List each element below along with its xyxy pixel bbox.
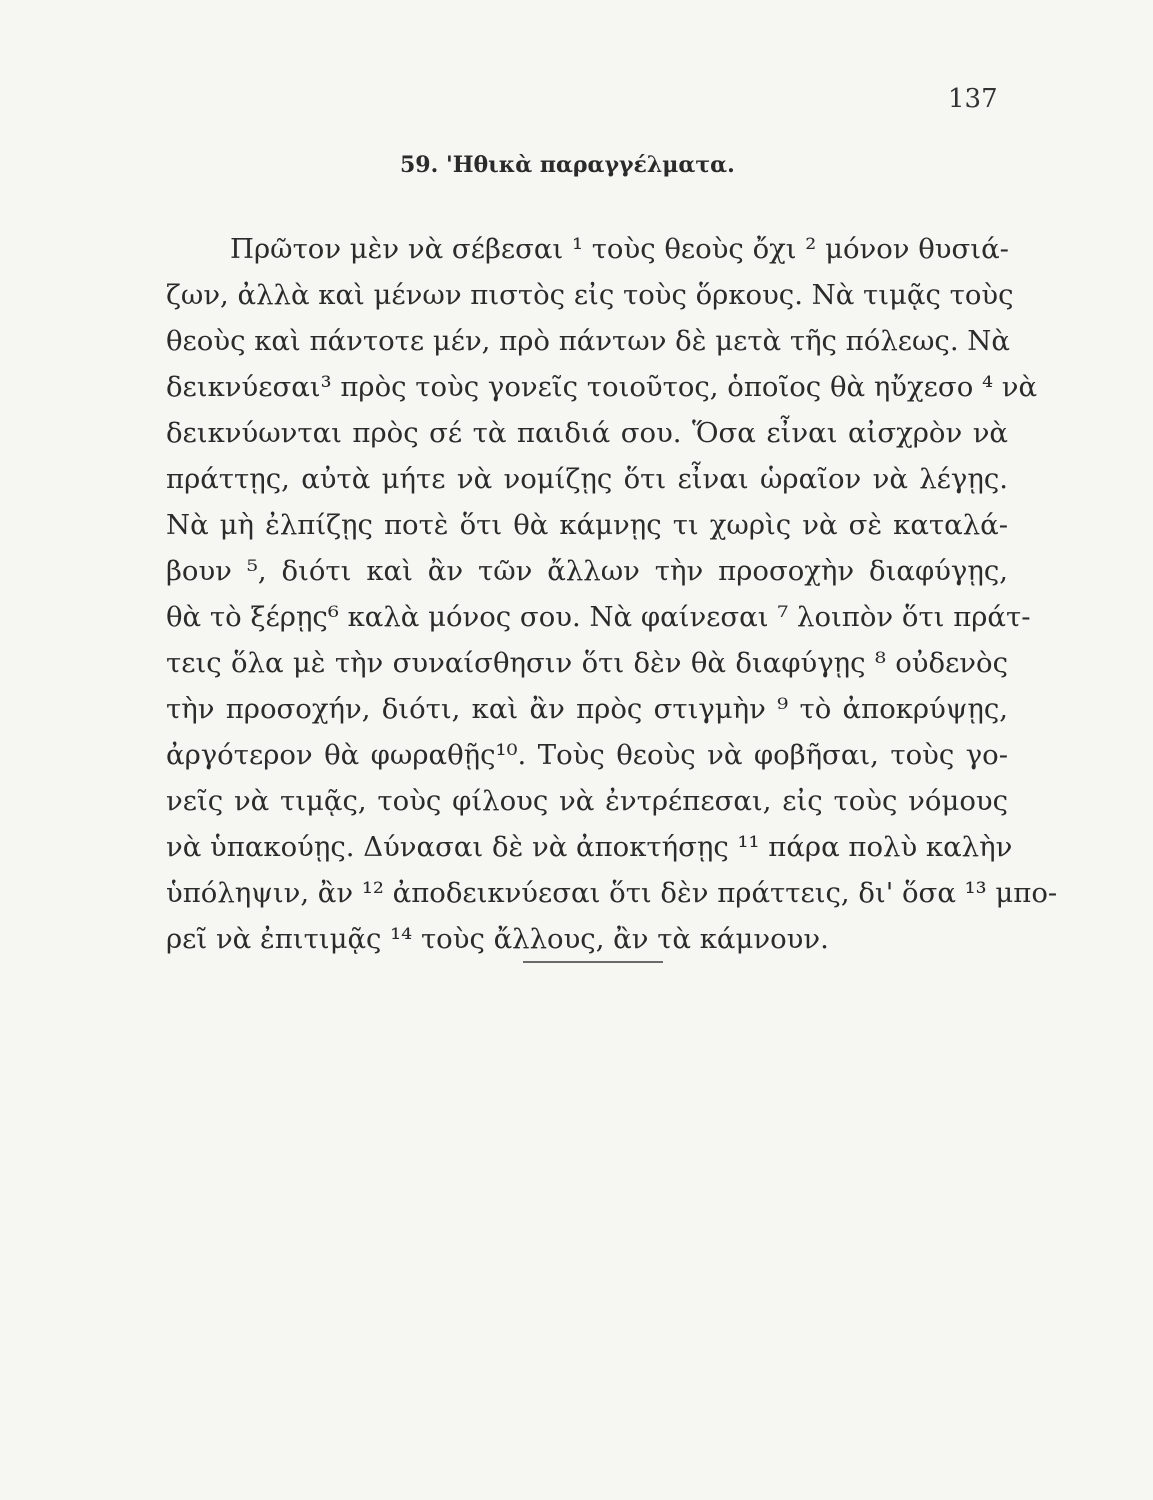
page-number: 137 bbox=[948, 84, 998, 114]
text-line: δεικνύωνται πρὸς σέ τὰ παιδιά σου. Ὅσα εἶναι αἰσχρὸν νὰ bbox=[166, 417, 1008, 449]
text-line: δεικνύεσαι³ πρὸς τοὺς γονεῖς τοιοῦτος, ὁποῖος θὰ ηὔχεσο ⁴ νὰ bbox=[166, 371, 1038, 403]
text-line: τεις ὅλα μὲ τὴν συναίσθησιν ὅτι δὲν θὰ διαφύγῃς ⁸ οὐδενὸς bbox=[166, 647, 1008, 679]
text-line: βουν ⁵, διότι καὶ ἂν τῶν ἄλλων τὴν προσοχὴν διαφύγῃς, bbox=[166, 555, 1008, 587]
section-number: 59. bbox=[400, 152, 439, 178]
text-line: Νὰ μὴ ἐλπίζῃς ποτὲ ὅτι θὰ κάμνῃς τι χωρὶς νὰ σὲ καταλά- bbox=[166, 509, 1008, 541]
section-heading bbox=[400, 152, 735, 178]
text-line: θεοὺς καὶ πάντοτε μέν, πρὸ πάντων δὲ μετὰ τῆς πόλεως. Νὰ bbox=[166, 325, 1010, 357]
text-line: τὴν προσοχήν, διότι, καὶ ἂν πρὸς στιγμὴν ⁹ τὸ ἀποκρύψῃς, bbox=[166, 693, 1008, 725]
text-line: ρεῖ νὰ ἐπιτιμᾷς ¹⁴ τοὺς ἄλλους, ἂν τὰ κάμνουν. bbox=[166, 923, 829, 955]
section-end-rule bbox=[523, 961, 663, 963]
body-paragraph bbox=[166, 226, 1058, 962]
text-line: ἀργότερον θὰ φωραθῇς¹⁰. Τοὺς θεοὺς νὰ φοβῆσαι, τοὺς γο- bbox=[166, 739, 1008, 771]
text-line: Πρῶτον μὲν νὰ σέβεσαι ¹ τοὺς θεοὺς ὄχι ² μόνον θυσιά- bbox=[230, 233, 1009, 265]
text-line: θὰ τὸ ξέρῃς⁶ καλὰ μόνος σου. Νὰ φαίνεσαι ⁷ λοιπὸν ὅτι πράτ- bbox=[166, 601, 1031, 633]
text-line: ζων, ἀλλὰ καὶ μένων πιστὸς εἰς τοὺς ὅρκους. Νὰ τιμᾷς τοὺς bbox=[166, 279, 1014, 311]
section-title: 'Ηθικὰ παραγγέλματα. bbox=[445, 152, 735, 178]
text-line: πράττῃς, αὐτὰ μήτε νὰ νομίζῃς ὅτι εἶναι ὡραῖον νὰ λέγῃς. bbox=[166, 463, 1008, 495]
text-line: ὑπόληψιν, ἂν ¹² ἀποδεικνύεσαι ὅτι δὲν πράττεις, δι' ὅσα ¹³ μπο- bbox=[166, 877, 1058, 909]
text-line: νὰ ὑπακούῃς. Δύνασαι δὲ νὰ ἀποκτήσῃς ¹¹ πάρα πολὺ καλὴν bbox=[166, 831, 1013, 863]
text-line: νεῖς νὰ τιμᾷς, τοὺς φίλους νὰ ἐντρέπεσαι, εἰς τοὺς νόμους bbox=[166, 785, 1008, 817]
